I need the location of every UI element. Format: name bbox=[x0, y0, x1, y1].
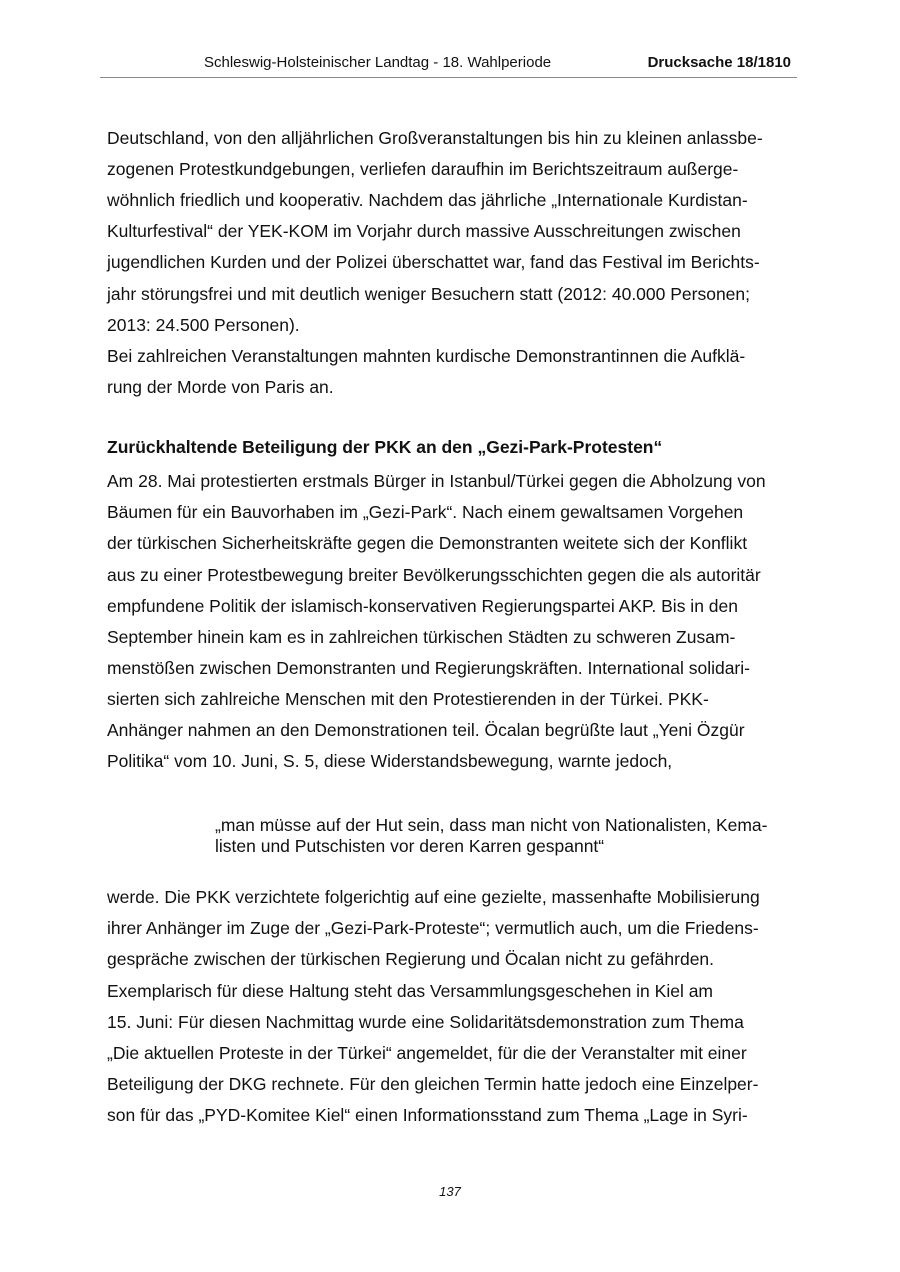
text-line: Am 28. Mai protestierten erstmals Bürger in Istanbul/Türkei gegen die Abholzung von bbox=[107, 471, 766, 491]
header-title: Schleswig-Holsteinischer Landtag - 18. Wahlperiode bbox=[204, 54, 552, 71]
text-line: 2013: 24.500 Personen). bbox=[107, 315, 300, 335]
text-line: empfundene Politik der islamisch-konservativen Regierungspartei AKP. Bis in den bbox=[107, 596, 738, 616]
text-line: zogenen Protestkundgebungen, verliefen daraufhin im Berichtszeitraum außerge- bbox=[107, 159, 739, 179]
page-header bbox=[100, 50, 797, 78]
text-line: sierten sich zahlreiche Menschen mit den Protestierenden in der Türkei. PKK- bbox=[107, 689, 709, 709]
text-line: Anhänger nahmen an den Demonstrationen teil. Öcalan begrüßte laut „Yeni Özgür bbox=[107, 720, 745, 740]
text-line: gespräche zwischen der türkischen Regierung und Öcalan nicht zu gefährden. bbox=[107, 949, 715, 969]
text-line: aus zu einer Protestbewegung breiter Bevölkerungsschichten gegen die als autoritär bbox=[107, 565, 761, 585]
page-number: 137 bbox=[439, 1184, 461, 1199]
section-heading: Zurückhaltende Beteiligung der PKK an den „Gezi-Park-Protesten“ bbox=[107, 437, 663, 457]
text-line: wöhnlich friedlich und kooperativ. Nachdem das jährliche „Internationale Kurdistan- bbox=[107, 190, 748, 210]
text-line: jugendlichen Kurden und der Polizei überschattet war, fand das Festival im Berichts- bbox=[107, 252, 760, 272]
text-line: rung der Morde von Paris an. bbox=[107, 377, 334, 397]
text-line: menstößen zwischen Demonstranten und Regierungskräften. International solidari- bbox=[107, 658, 750, 678]
text-line: „Die aktuellen Proteste in der Türkei“ angemeldet, für die der Veranstalter mit einer bbox=[107, 1043, 747, 1063]
quote-line: „man müsse auf der Hut sein, dass man nicht von Nationalisten, Kema- bbox=[215, 815, 768, 835]
text-line: 15. Juni: Für diesen Nachmittag wurde eine Solidaritätsdemonstration zum Thema bbox=[107, 1012, 744, 1032]
text-line: Kulturfestival“ der YEK-KOM im Vorjahr durch massive Ausschreitungen zwischen bbox=[107, 221, 741, 241]
text-line: Deutschland, von den alljährlichen Großveranstaltungen bis hin zu kleinen anlassbe- bbox=[107, 128, 763, 148]
text-line: Exemplarisch für diese Haltung steht das Versammlungsgeschehen in Kiel am bbox=[107, 981, 714, 1001]
text-line: der türkischen Sicherheitskräfte gegen die Demonstranten weitete sich der Konflikt bbox=[107, 533, 748, 553]
document-number: Drucksache 18/1810 bbox=[647, 54, 791, 71]
text-line: son für das „PYD-Komitee Kiel“ einen Informationsstand zum Thema „Lage in Syri- bbox=[107, 1105, 748, 1125]
text-line: Politika“ vom 10. Juni, S. 5, diese Widerstandsbewegung, warnte jedoch, bbox=[107, 751, 673, 771]
text-line: werde. Die PKK verzichtete folgerichtig auf eine gezielte, massenhafte Mobilisierung bbox=[107, 887, 760, 907]
text-line: jahr störungsfrei und mit deutlich weniger Besuchern statt (2012: 40.000 Personen; bbox=[107, 284, 751, 304]
text-line: September hinein kam es in zahlreichen türkischen Städten zu schweren Zusam- bbox=[107, 627, 736, 647]
quote-line: listen und Putschisten vor deren Karren gespannt“ bbox=[215, 836, 605, 856]
text-line: Bäumen für ein Bauvorhaben im „Gezi-Park“. Nach einem gewaltsamen Vorgehen bbox=[107, 502, 744, 522]
text-line: ihrer Anhänger im Zuge der „Gezi-Park-Proteste“; vermutlich auch, um die Friedens- bbox=[107, 918, 759, 938]
text-line: Bei zahlreichen Veranstaltungen mahnten kurdische Demonstrantinnen die Aufklä- bbox=[107, 346, 746, 366]
text-line: Beteiligung der DKG rechnete. Für den gleichen Termin hatte jedoch eine Einzelper- bbox=[107, 1074, 759, 1094]
